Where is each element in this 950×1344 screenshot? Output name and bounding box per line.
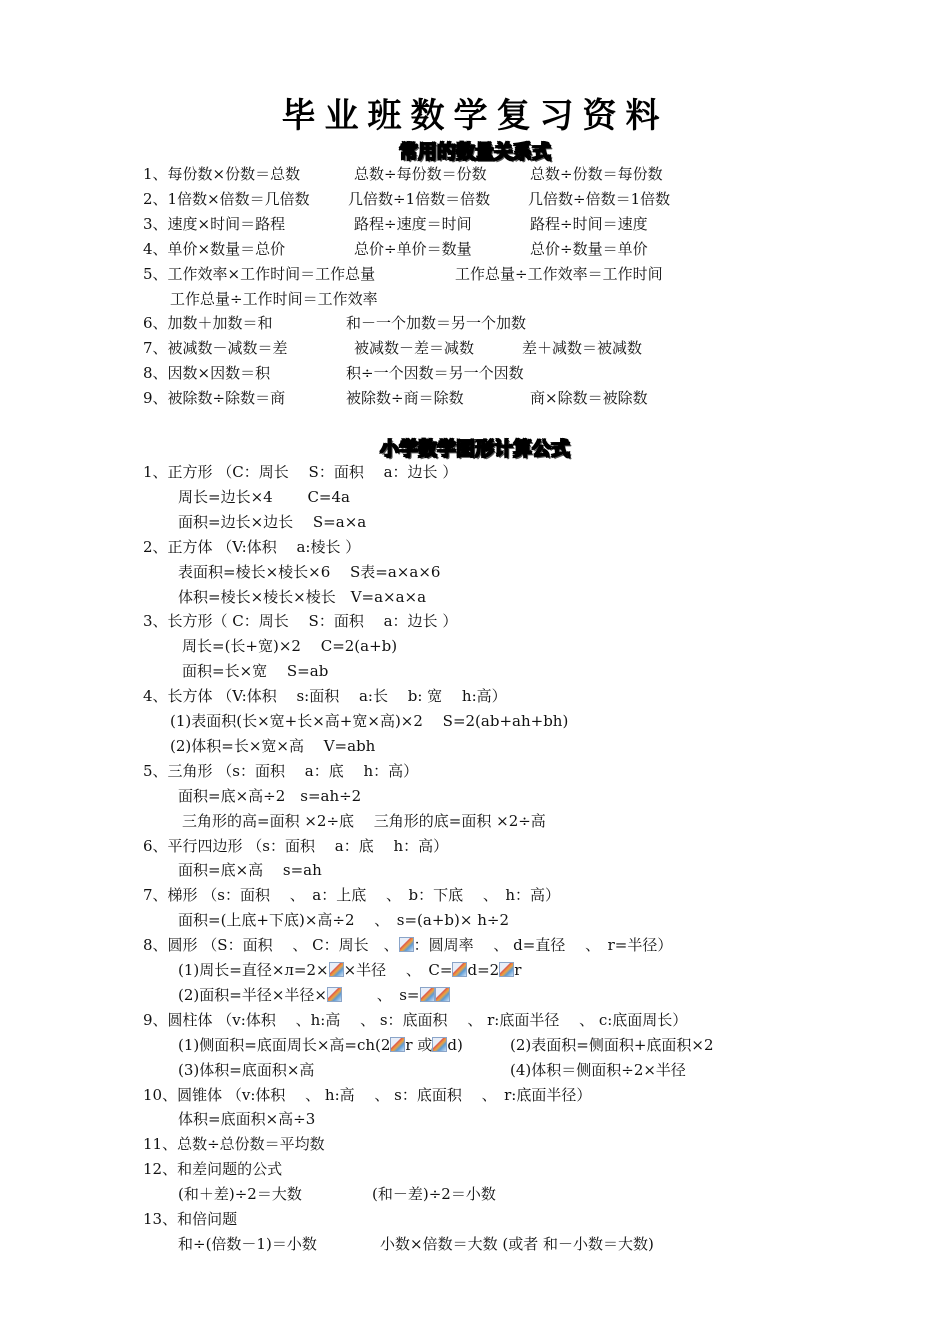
geometry-line bbox=[0, 735, 950, 757]
formula-text: 商×除数＝被除数 bbox=[530, 389, 648, 408]
geometry-line bbox=[0, 660, 950, 682]
geometry-line bbox=[0, 635, 950, 657]
formula-text: (4)体积＝侧面积÷2×半径 bbox=[510, 1060, 686, 1079]
relation-line bbox=[0, 163, 950, 185]
formula-text: 7、梯形 （s：面积 、 a：上底 、 b：下底 、 h：高） bbox=[143, 886, 561, 905]
relation-line bbox=[0, 312, 950, 334]
page-title: 毕业班数学复习资料 bbox=[281, 96, 669, 136]
formula-text: 路程÷时间＝速度 bbox=[530, 214, 648, 233]
geometry-line bbox=[0, 1084, 950, 1106]
formula-text: 5、三角形 （s：面积 a：底 h：高） bbox=[143, 761, 419, 780]
formula-text: 几倍数÷倍数＝1倍数 bbox=[528, 189, 671, 208]
relation-line bbox=[0, 213, 950, 235]
formula-text: 工作总量÷工作时间＝工作效率 bbox=[170, 289, 378, 308]
formula-text: (2)面积=半径×半径× 、 s= bbox=[178, 984, 450, 1006]
formula-text: 3、长方形（ C：周长 S：面积 a：边长 ） bbox=[143, 612, 458, 631]
formula-text: 8、因数×因数＝积 bbox=[143, 364, 271, 383]
formula-text: 2、1倍数×倍数＝几倍数 bbox=[143, 189, 310, 208]
formula-text: 4、长方体 （V:体积 s:面积 a:长 b: 宽 h:高） bbox=[143, 687, 507, 706]
geometry-line bbox=[0, 461, 950, 483]
formula-text: 6、平行四边形 （s：面积 a：底 h：高） bbox=[143, 836, 449, 855]
formula-text: 8、圆形 （S：面积 、 C：周长 、 ：圆周率 、 d=直径 、 r=半径） bbox=[143, 936, 673, 955]
formula-text: 6、加数＋加数＝和 bbox=[143, 314, 273, 333]
cylinder-formula-line bbox=[0, 1034, 950, 1056]
section-title-geometry: 小学数学图形计算公式 bbox=[379, 438, 570, 460]
geometry-line bbox=[0, 1158, 950, 1180]
formula-text: (1)表面积(长×宽+长×高+宽×高)×2 S=2(ab+ah+bh) bbox=[170, 712, 569, 730]
relation-line bbox=[0, 238, 950, 260]
formula-text: 和－一个加数＝另一个加数 bbox=[346, 314, 527, 333]
geometry-line bbox=[0, 536, 950, 558]
pi-symbol-icon bbox=[499, 962, 514, 977]
geometry-line bbox=[0, 1108, 950, 1130]
pi-symbol-icon bbox=[432, 1037, 447, 1052]
formula-text: (和＋差)÷2＝大数 bbox=[178, 1185, 302, 1204]
formula-text: (和－差)÷2＝小数 bbox=[372, 1185, 496, 1204]
geometry-line bbox=[0, 710, 950, 732]
geometry-line bbox=[0, 760, 950, 782]
formula-text: 路程÷速度＝时间 bbox=[354, 214, 472, 233]
geometry-line bbox=[0, 909, 950, 931]
geometry-line bbox=[0, 511, 950, 533]
formula-text: 3、速度×时间＝路程 bbox=[143, 214, 286, 233]
formula-text: 11、总数÷总份数＝平均数 bbox=[143, 1135, 325, 1154]
pi-symbol-icon bbox=[452, 962, 467, 977]
geometry-line bbox=[0, 835, 950, 857]
geometry-line bbox=[0, 1059, 950, 1081]
relation-line bbox=[0, 362, 950, 384]
section-title-relations: 常用的数量关系式 bbox=[398, 141, 551, 163]
formula-text: (3)体积=底面积×高 bbox=[178, 1060, 315, 1079]
formula-text: 5、工作效率×工作时间＝工作总量 bbox=[143, 264, 376, 283]
pi-symbol-icon bbox=[327, 987, 342, 1002]
geometry-line bbox=[0, 561, 950, 583]
formula-text: 10、圆锥体 （v:体积 、 h:高 、 s：底面积 、 r:底面半径） bbox=[143, 1085, 592, 1104]
formula-text: 几倍数÷1倍数＝倍数 bbox=[348, 189, 491, 208]
circle-formula-line bbox=[0, 959, 950, 981]
formula-text: 三角形的高=面积 ×2÷底 三角形的底=面积 ×2÷高 bbox=[182, 811, 546, 830]
circle-formula-line bbox=[0, 934, 950, 956]
formula-text: 9、被除数÷除数＝商 bbox=[143, 389, 286, 408]
geometry-line bbox=[0, 1183, 950, 1205]
geometry-line bbox=[0, 685, 950, 707]
geometry-line bbox=[0, 586, 950, 608]
formula-text: 周长=(长+宽)×2 C=2(a+b) bbox=[182, 637, 398, 656]
pi-symbol-icon bbox=[420, 987, 435, 1002]
formula-text: 1、正方形 （C：周长 S：面积 a：边长 ） bbox=[143, 463, 458, 481]
formula-text: 和÷(倍数－1)＝小数 bbox=[178, 1234, 317, 1253]
formula-text: 面积=(上底+下底)×高÷2 、 s=(a+b)× h÷2 bbox=[178, 911, 509, 930]
formula-text: 差＋减数＝被减数 bbox=[522, 339, 643, 358]
geometry-line bbox=[0, 610, 950, 632]
formula-text: (1)侧面积=底面周长×高=ch(2 r 或 d) bbox=[178, 1035, 463, 1054]
formula-text: 被除数÷商＝除数 bbox=[346, 389, 464, 408]
geometry-line bbox=[0, 1133, 950, 1155]
geometry-line bbox=[0, 1233, 950, 1255]
formula-text: 4、单价×数量＝总价 bbox=[143, 239, 286, 258]
formula-text: 13、和倍问题 bbox=[143, 1210, 238, 1228]
formula-text: 周长=边长×4 C=4a bbox=[178, 487, 350, 506]
formula-text: 面积=边长×边长 S=a×a bbox=[178, 512, 367, 531]
formula-text: 面积=底×高 s=ah bbox=[178, 861, 322, 880]
formula-text: 2、正方体 （V:体积 a:棱长 ） bbox=[143, 537, 361, 556]
formula-text: 总价÷数量＝单价 bbox=[530, 239, 648, 258]
relation-line bbox=[0, 188, 950, 210]
formula-text: (2)体积=长×宽×高 V=abh bbox=[170, 736, 376, 755]
formula-text: 7、被减数－减数＝差 bbox=[143, 339, 288, 358]
formula-text: 积÷一个因数＝另一个因数 bbox=[346, 364, 524, 383]
formula-text: 1、每份数×份数＝总数 bbox=[143, 165, 301, 183]
pi-symbol-icon bbox=[399, 937, 414, 952]
geometry-line bbox=[0, 1009, 950, 1031]
formula-text: 总数÷份数＝每份数 bbox=[530, 165, 663, 183]
relation-line bbox=[0, 288, 950, 310]
relation-line bbox=[0, 337, 950, 359]
relation-line bbox=[0, 387, 950, 409]
geometry-line bbox=[0, 1208, 950, 1230]
pi-symbol-icon bbox=[435, 987, 450, 1002]
formula-text: 工作总量÷工作效率＝工作时间 bbox=[455, 264, 663, 283]
formula-text: 被减数－差＝减数 bbox=[354, 339, 475, 358]
formula-text: 面积=长×宽 S=ab bbox=[182, 662, 329, 681]
formula-text: 9、圆柱体 （v:体积 、h:高 、 s：底面积 、 r:底面半径 、 c:底面周长） bbox=[143, 1010, 688, 1029]
geometry-line bbox=[0, 810, 950, 832]
formula-text: 表面积=棱长×棱长×6 S表=a×a×6 bbox=[178, 562, 441, 581]
circle-formula-line bbox=[0, 984, 950, 1006]
relation-line bbox=[0, 263, 950, 285]
formula-text: (2)表面积=侧面积+底面积×2 bbox=[510, 1035, 714, 1054]
pi-symbol-icon bbox=[329, 962, 344, 977]
geometry-line bbox=[0, 884, 950, 906]
geometry-line bbox=[0, 859, 950, 881]
pi-symbol-icon bbox=[390, 1037, 405, 1052]
formula-text: 体积=棱长×棱长×棱长 V=a×a×a bbox=[178, 587, 427, 606]
formula-text: (1)周长=直径×л=2× ×半径 、 C= d=2 r bbox=[178, 961, 522, 979]
formula-text: 面积=底×高÷2 s=ah÷2 bbox=[178, 786, 362, 805]
geometry-line bbox=[0, 486, 950, 508]
formula-text: 小数×倍数＝大数 (或者 和－小数＝大数) bbox=[380, 1234, 654, 1253]
geometry-line bbox=[0, 785, 950, 807]
formula-text: 总数÷每份数＝份数 bbox=[354, 165, 487, 183]
formula-text: 体积=底面积×高÷3 bbox=[178, 1110, 316, 1129]
formula-text: 总价÷单价＝数量 bbox=[354, 239, 472, 258]
formula-text: 12、和差问题的公式 bbox=[143, 1160, 283, 1179]
